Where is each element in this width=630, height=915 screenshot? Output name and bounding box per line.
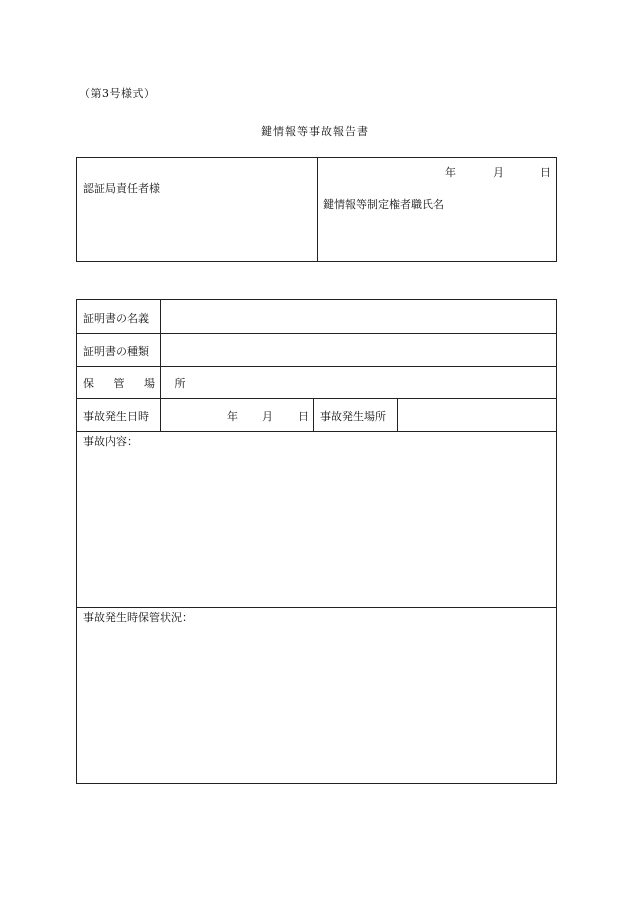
header-date-day: 日 — [540, 166, 551, 179]
label-column-divider — [160, 300, 161, 431]
header-date-year: 年 — [445, 166, 456, 179]
applicant-name-label: 鍵情報等制定権者職氏名 — [323, 198, 444, 211]
row-divider — [77, 398, 556, 399]
header-date-month: 月 — [493, 166, 504, 179]
row-divider — [77, 431, 556, 432]
header-table — [76, 157, 557, 262]
incident-datetime-label: 事故発生日時 — [83, 410, 149, 423]
storage-status-label: 事故発生時保管状況： — [83, 611, 193, 624]
incident-details-label: 事故内容： — [83, 435, 138, 448]
row-divider — [77, 333, 556, 334]
form-number-label: （第3号様式） — [79, 87, 156, 100]
incident-cell-divider — [313, 398, 314, 431]
main-table — [76, 299, 557, 784]
cert-type-label: 証明書の種類 — [83, 345, 149, 358]
addressee-label: 認証局責任者様 — [83, 182, 160, 195]
incident-month: 月 — [262, 410, 273, 423]
header-divider — [317, 158, 318, 261]
incident-place-label: 事故発生場所 — [320, 410, 386, 423]
incident-day: 日 — [298, 410, 309, 423]
row-divider — [77, 607, 556, 608]
cert-name-label: 証明書の名義 — [83, 312, 149, 325]
incident-cell-divider — [397, 398, 398, 431]
row-divider — [77, 366, 556, 367]
document-title: 鍵情報等事故報告書 — [261, 125, 369, 138]
incident-year: 年 — [227, 410, 238, 423]
storage-location-label: 保 管 場 所 — [83, 377, 194, 390]
